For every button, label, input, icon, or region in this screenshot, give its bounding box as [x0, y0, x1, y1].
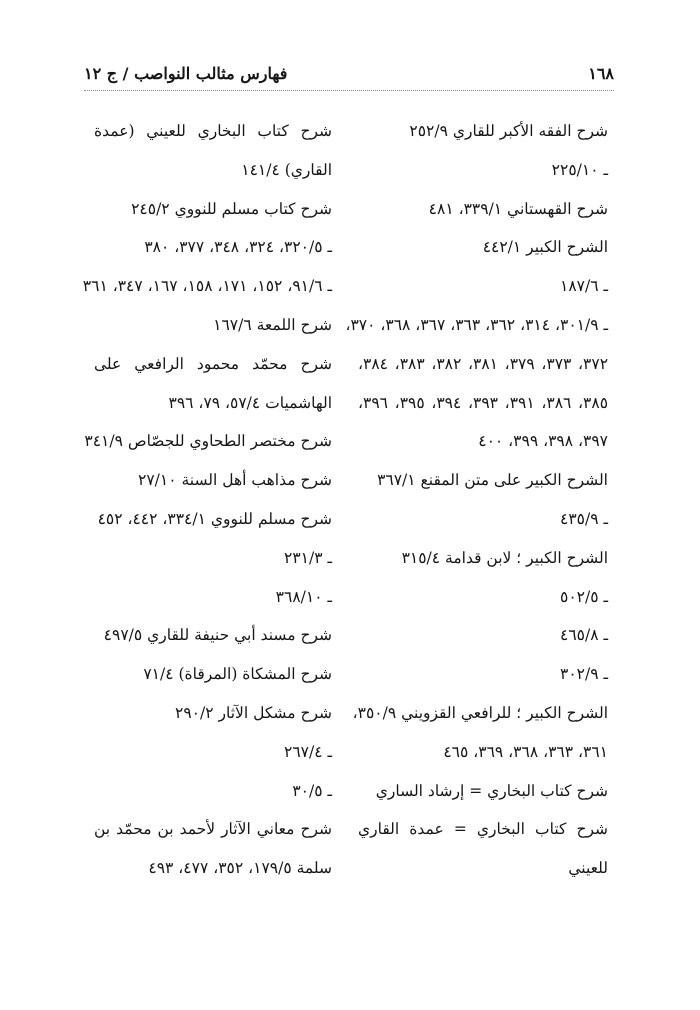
index-entry-line: ـ ٢٣١/٣: [284, 548, 332, 567]
index-column-left: [82, 112, 332, 888]
index-entry-line: شرح اللمعة ١٦٧/٦: [213, 315, 332, 334]
index-entry-line: شرح كتاب البخاري للعيني (عمدة: [94, 122, 332, 140]
index-entry-line: شرح معاني الآثار لأحمد بن محمّد بن: [94, 820, 332, 839]
index-entry-line: القاري) ١٤١/٤: [241, 160, 332, 179]
index-entry-line: ٣٦١، ٣٦٣، ٣٦٨، ٣٦٩، ٤٦٥: [443, 742, 608, 761]
index-entry-line: ٣٩٧، ٣٩٨، ٣٩٩، ٤٠٠: [478, 432, 608, 451]
index-entry-line: ٣٨٥، ٣٨٦، ٣٩١، ٣٩٣، ٣٩٤، ٣٩٥، ٣٩٦،: [358, 393, 609, 412]
index-entry-line: ٣٧٢، ٣٧٣، ٣٧٩، ٣٨١، ٣٨٢، ٣٨٣، ٣٨٤،: [358, 354, 609, 373]
index-entry-line: ـ ٤٣٥/٩: [560, 509, 608, 528]
index-entry-line: الشرح الكبير ٤٤٢/١: [482, 238, 608, 257]
index-entry-line: الشرح الكبير ؛ لابن قدامة ٣١٥/٤: [401, 548, 608, 567]
index-entry-line: ـ ١٨٧/٦: [560, 277, 608, 296]
index-entry-line: شرح المشكاة (المرقاة) ٧١/٤: [143, 665, 332, 684]
index-entry-line: ـ ٥٠٢/٥: [560, 587, 608, 606]
index-entry-line: ـ ٣٠/٥: [292, 781, 332, 800]
index-entry-line: شرح مسلم للنووي ٣٣٤/١، ٤٤٢، ٤٥٢: [97, 509, 332, 528]
index-entry-line: للعيني: [568, 859, 608, 878]
running-title: فهارس مثالب النواصب / ج ١٢: [84, 64, 288, 83]
index-entry-line: شرح كتاب البخاري = عمدة القاري: [358, 820, 608, 839]
index-entry-line: الهاشميات ٥٧/٤، ٧٩، ٣٩٦: [168, 393, 332, 412]
index-column-right: [345, 112, 609, 888]
index-entry-line: شرح مشكل الآثار ٢٩٠/٢: [175, 703, 332, 722]
index-entry-line: ـ ٣٢٠/٥، ٣٢٤، ٣٤٨، ٣٧٧، ٣٨٠: [144, 238, 332, 257]
index-entry-line: سلمة ١٧٩/٥، ٣٥٢، ٤٧٧، ٤٩٣: [148, 859, 332, 878]
index-entry-line: شرح مذاهب أهل السنة ٢٧/١٠: [138, 471, 332, 490]
index-entry-line: ـ ٣٦٨/١٠: [275, 587, 332, 606]
index-entry-line: الشرح الكبير على متن المقنع ٣٦٧/١: [377, 471, 608, 490]
index-entry-line: الشرح الكبير ؛ للرافعي القزويني ٣٥٠/٩،: [352, 703, 608, 722]
index-entry-line: شرح كتاب البخاري = إرشاد الساري: [375, 781, 608, 800]
index-entry-line: شرح الفقه الأكبر للقاري ٢٥٢/٩: [409, 122, 608, 140]
index-entry-line: ـ ٢٦٧/٤: [284, 742, 332, 761]
index-entry-line: شرح مختصر الطحاوي للجصّاص ٣٤١/٩: [84, 432, 332, 451]
index-entry-line: ـ ٩١/٦، ١٥٢، ١٧١، ١٥٨، ١٦٧، ٣٤٧، ٣٦١: [82, 277, 332, 296]
index-entry-line: شرح القهستاني ٣٣٩/١، ٤٨١: [428, 199, 608, 218]
index-entry-line: شرح كتاب مسلم للنووي ٢٤٥/٢: [131, 199, 332, 218]
running-header: [84, 62, 614, 91]
index-entry-line: شرح مسند أبي حنيفة للقاري ٤٩٧/٥: [103, 626, 332, 645]
index-entry-line: ـ ٣٠١/٩، ٣١٤، ٣٦٢، ٣٦٣، ٣٦٧، ٣٦٨، ٣٧٠،: [345, 315, 608, 334]
index-entry-line: ـ ٤٦٥/٨: [560, 626, 608, 645]
index-entry-line: شرح محمّد محمود الرافعي على: [94, 354, 332, 373]
index-entry-line: ـ ٢٢٥/١٠: [551, 160, 608, 179]
page-number: ١٦٨: [588, 64, 614, 83]
index-entry-line: ـ ٣٠٢/٩: [560, 665, 608, 684]
